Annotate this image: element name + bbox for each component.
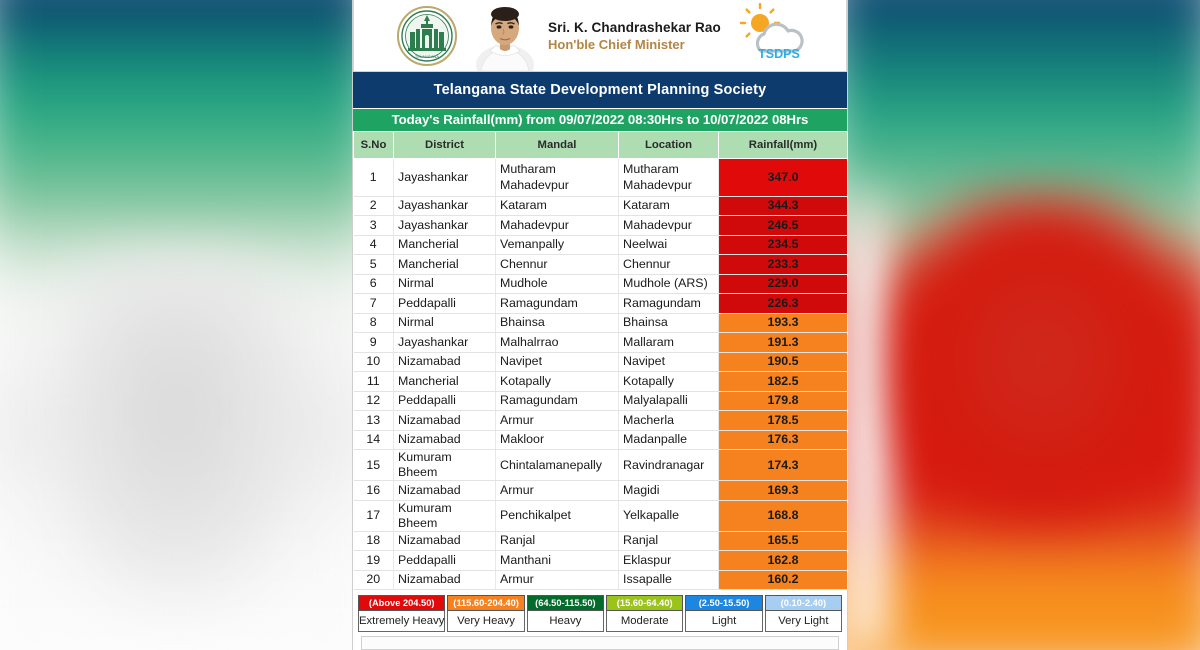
rainfall-table xyxy=(353,131,848,591)
cell-location: Chennur xyxy=(619,255,719,275)
cell-sno: 10 xyxy=(354,352,394,372)
cell-district: Jayashankar xyxy=(394,196,496,216)
cell-mandal: Armur xyxy=(496,570,619,590)
cell-rainfall: 182.5 xyxy=(719,372,848,392)
table-row xyxy=(354,372,848,392)
cell-rainfall: 179.8 xyxy=(719,391,848,411)
cell-location: Macherla xyxy=(619,411,719,431)
cell-district: Nirmal xyxy=(394,313,496,333)
legend-range: (64.50-115.50) xyxy=(527,595,604,611)
table-row xyxy=(354,411,848,431)
table-row xyxy=(354,570,848,590)
cell-sno: 5 xyxy=(354,255,394,275)
cell-location: Ravindranagar xyxy=(619,450,719,481)
cell-district: Jayashankar xyxy=(394,333,496,353)
cell-mandal: Ramagundam xyxy=(496,294,619,314)
cell-district: Mancherial xyxy=(394,255,496,275)
cell-location: Madanpalle xyxy=(619,430,719,450)
rainfall-legend xyxy=(357,595,843,632)
legend-item xyxy=(526,595,605,632)
cell-location: Mutharam Mahadevpur xyxy=(619,158,719,196)
cell-district: Nizamabad xyxy=(394,481,496,501)
column-header-mandal: Mandal xyxy=(496,131,619,158)
cell-mandal: Armur xyxy=(496,481,619,501)
cell-district: Nizamabad xyxy=(394,531,496,551)
legend-label: Light xyxy=(685,611,762,632)
cell-mandal: Kataram xyxy=(496,196,619,216)
report-title-bar: Today's Rainfall(mm) from 09/07/2022 08:30Hrs to 10/07/2022 08Hrs xyxy=(353,108,847,130)
cell-location: Mudhole (ARS) xyxy=(619,274,719,294)
legend-item xyxy=(605,595,684,632)
cell-location: Navipet xyxy=(619,352,719,372)
legend-label: Moderate xyxy=(606,611,683,632)
legend-section xyxy=(353,590,847,650)
chief-minister-designation: Hon'ble Chief Minister xyxy=(548,36,685,52)
legend-item xyxy=(446,595,525,632)
cell-mandal: Manthani xyxy=(496,551,619,571)
cell-sno: 15 xyxy=(354,450,394,481)
cell-rainfall: 174.3 xyxy=(719,450,848,481)
legend-range: (Above 204.50) xyxy=(358,595,445,611)
column-header-rainfall: Rainfall(mm) xyxy=(719,131,848,158)
cell-mandal: Mudhole xyxy=(496,274,619,294)
chief-minister-info xyxy=(548,19,721,53)
cell-rainfall: 160.2 xyxy=(719,570,848,590)
table-row xyxy=(354,274,848,294)
cell-mandal: Penchikalpet xyxy=(496,500,619,531)
cell-location: Magidi xyxy=(619,481,719,501)
cell-sno: 7 xyxy=(354,294,394,314)
table-row xyxy=(354,196,848,216)
cell-location: Ranjal xyxy=(619,531,719,551)
cell-rainfall: 226.3 xyxy=(719,294,848,314)
cell-sno: 19 xyxy=(354,551,394,571)
cell-sno: 6 xyxy=(354,274,394,294)
cell-district: Peddapalli xyxy=(394,391,496,411)
rainfall-report-card xyxy=(352,0,848,650)
cell-location: Kataram xyxy=(619,196,719,216)
column-header-sno: S.No xyxy=(354,131,394,158)
cell-sno: 9 xyxy=(354,333,394,353)
cell-rainfall: 168.8 xyxy=(719,500,848,531)
table-row xyxy=(354,352,848,372)
table-row xyxy=(354,551,848,571)
cell-location: Bhainsa xyxy=(619,313,719,333)
cell-rainfall: 190.5 xyxy=(719,352,848,372)
cell-mandal: Makloor xyxy=(496,430,619,450)
cell-district: Nizamabad xyxy=(394,430,496,450)
cell-mandal: Mahadevpur xyxy=(496,216,619,236)
table-row xyxy=(354,481,848,501)
cell-rainfall: 191.3 xyxy=(719,333,848,353)
cell-sno: 4 xyxy=(354,235,394,255)
cell-sno: 11 xyxy=(354,372,394,392)
cell-rainfall: 176.3 xyxy=(719,430,848,450)
cell-district: Jayashankar xyxy=(394,158,496,196)
cell-location: Mahadevpur xyxy=(619,216,719,236)
legend-range: (0.10-2.40) xyxy=(765,595,842,611)
legend-label: Extremely Heavy xyxy=(358,611,445,632)
cell-mandal: Chennur xyxy=(496,255,619,275)
legend-item xyxy=(684,595,763,632)
table-row xyxy=(354,333,848,353)
cell-sno: 16 xyxy=(354,481,394,501)
table-row xyxy=(354,294,848,314)
table-row xyxy=(354,216,848,236)
cell-location: Neelwai xyxy=(619,235,719,255)
legend-label: Very Light xyxy=(765,611,842,632)
cell-mandal: Malhalrrao xyxy=(496,333,619,353)
table-row xyxy=(354,255,848,275)
cell-rainfall: 344.3 xyxy=(719,196,848,216)
legend-label: Heavy xyxy=(527,611,604,632)
cell-district: Peddapalli xyxy=(394,551,496,571)
backdrop-left-smudge xyxy=(60,250,320,610)
table-row xyxy=(354,531,848,551)
cell-district: Nizamabad xyxy=(394,411,496,431)
table-row xyxy=(354,450,848,481)
chief-minister-portrait xyxy=(472,1,538,71)
report-header xyxy=(353,0,847,72)
cell-location: Eklaspur xyxy=(619,551,719,571)
telangana-state-emblem-icon xyxy=(396,5,458,67)
cell-rainfall: 178.5 xyxy=(719,411,848,431)
cell-district: Jayashankar xyxy=(394,216,496,236)
cell-district: Kumuram Bheem xyxy=(394,450,496,481)
cell-location: Yelkapalle xyxy=(619,500,719,531)
blurred-backdrop-left xyxy=(0,0,356,650)
cell-rainfall: 233.3 xyxy=(719,255,848,275)
cell-sno: 17 xyxy=(354,500,394,531)
cell-rainfall: 193.3 xyxy=(719,313,848,333)
legend-range: (115.60-204.40) xyxy=(447,595,524,611)
column-header-location: Location xyxy=(619,131,719,158)
table-header-row xyxy=(354,131,848,158)
legend-range: (15.60-64.40) xyxy=(606,595,683,611)
cell-mandal: Mutharam Mahadevpur xyxy=(496,158,619,196)
cell-rainfall: 234.5 xyxy=(719,235,848,255)
cell-rainfall: 165.5 xyxy=(719,531,848,551)
tsdps-logo-text: TSDPS xyxy=(757,46,800,61)
cell-district: Nizamabad xyxy=(394,352,496,372)
cell-sno: 20 xyxy=(354,570,394,590)
svg-text:TELANGANA: TELANGANA xyxy=(414,53,440,59)
legend-footer-strip xyxy=(361,636,839,650)
cell-mandal: Kotapally xyxy=(496,372,619,392)
cell-sno: 18 xyxy=(354,531,394,551)
cell-mandal: Bhainsa xyxy=(496,313,619,333)
legend-range: (2.50-15.50) xyxy=(685,595,762,611)
chief-minister-name: Sri. K. Chandrashekar Rao xyxy=(548,19,721,35)
cell-district: Kumuram Bheem xyxy=(394,500,496,531)
cell-mandal: Armur xyxy=(496,411,619,431)
cell-sno: 14 xyxy=(354,430,394,450)
table-row xyxy=(354,500,848,531)
cell-sno: 3 xyxy=(354,216,394,236)
backdrop-right-red-core xyxy=(892,188,1192,528)
cell-mandal: Chintalamanepally xyxy=(496,450,619,481)
cell-rainfall: 246.5 xyxy=(719,216,848,236)
legend-label: Very Heavy xyxy=(447,611,524,632)
table-row xyxy=(354,158,848,196)
cell-district: Nirmal xyxy=(394,274,496,294)
legend-item xyxy=(764,595,843,632)
cell-district: Peddapalli xyxy=(394,294,496,314)
table-row xyxy=(354,430,848,450)
cell-sno: 13 xyxy=(354,411,394,431)
cell-location: Malyalapalli xyxy=(619,391,719,411)
cell-district: Nizamabad xyxy=(394,570,496,590)
table-row xyxy=(354,235,848,255)
cell-mandal: Navipet xyxy=(496,352,619,372)
cell-mandal: Vemanpally xyxy=(496,235,619,255)
column-header-district: District xyxy=(394,131,496,158)
table-row xyxy=(354,313,848,333)
cell-sno: 1 xyxy=(354,158,394,196)
cell-rainfall: 162.8 xyxy=(719,551,848,571)
cell-location: Kotapally xyxy=(619,372,719,392)
rainfall-table-body xyxy=(354,158,848,590)
tsdps-logo xyxy=(735,3,813,69)
cell-district: Mancherial xyxy=(394,372,496,392)
cell-mandal: Ramagundam xyxy=(496,391,619,411)
cell-location: Issapalle xyxy=(619,570,719,590)
cell-rainfall: 229.0 xyxy=(719,274,848,294)
cell-district: Mancherial xyxy=(394,235,496,255)
organisation-banner: Telangana State Development Planning Society xyxy=(353,72,847,108)
blurred-backdrop-right xyxy=(846,0,1200,650)
table-row xyxy=(354,391,848,411)
cell-mandal: Ranjal xyxy=(496,531,619,551)
cell-sno: 8 xyxy=(354,313,394,333)
cell-sno: 2 xyxy=(354,196,394,216)
cell-rainfall: 169.3 xyxy=(719,481,848,501)
cell-rainfall: 347.0 xyxy=(719,158,848,196)
legend-item xyxy=(357,595,446,632)
cell-location: Ramagundam xyxy=(619,294,719,314)
cell-sno: 12 xyxy=(354,391,394,411)
cell-location: Mallaram xyxy=(619,333,719,353)
